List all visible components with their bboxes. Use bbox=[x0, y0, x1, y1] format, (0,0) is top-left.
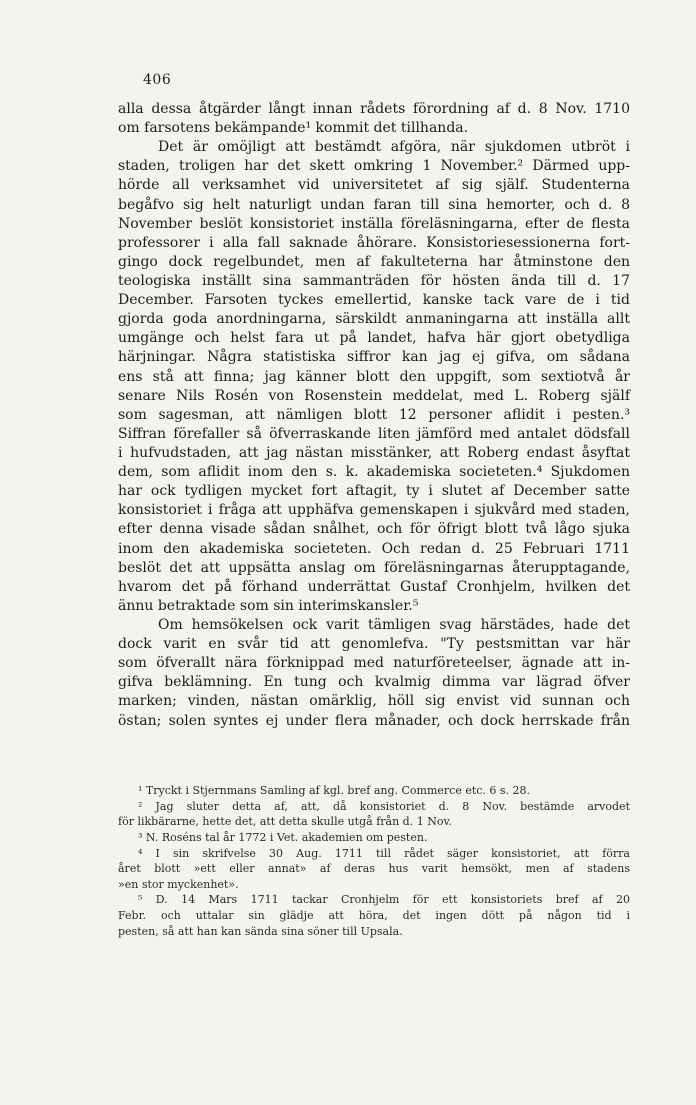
body-line: professorer i alla fall saknade åhörare. Konsistoriesessionerna fort- bbox=[118, 234, 630, 251]
body-line: marken; vinden, nästan omärklig, höll sig envist vid sunnan och bbox=[118, 693, 630, 710]
body-line: senare Nils Rosén von Rosenstein meddelat, med L. Roberg själf bbox=[118, 387, 630, 404]
footnote-line: pesten, så att han kan sända sina söner till Upsala. bbox=[118, 924, 403, 938]
body-line: konsistoriet i fråga att upphäfva gemenskapen i sjukvård med staden, bbox=[118, 502, 630, 519]
body-line: som sagesman, att nämligen blott 12 personer aflidit i pesten.³ bbox=[118, 406, 630, 423]
page-number: 406 bbox=[143, 72, 172, 88]
body-line: som öfverallt nära förknippad med naturföreteelser, ägnade att in- bbox=[118, 655, 630, 672]
body-line: ännu betraktade som sin interimskansler.⁵ bbox=[118, 597, 419, 614]
footnote-line: Febr. och uttalar sin glädje att höra, det ingen dött på någon tid i bbox=[118, 909, 630, 923]
body-line: gifva beklämning. En tung och kvalmig dimma var lägrad öfver bbox=[118, 674, 630, 691]
body-line: begåfvo sig helt naturligt undan faran till sina hemorter, och d. 8 bbox=[118, 196, 630, 213]
body-line: östan; solen syntes ej under flera månader, och dock herrskade från bbox=[118, 712, 630, 729]
body-line: November beslöt konsistoriet inställa föreläsningarna, efter de flesta bbox=[118, 215, 630, 232]
body-line: beslöt det att uppsätta anslag om föreläsningarnas återupptagande, bbox=[118, 559, 630, 576]
body-line: efter denna visade sådan snålhet, och för öfrigt blott två lågo sjuka bbox=[118, 521, 630, 538]
body-text bbox=[118, 100, 630, 731]
footnote-line: ³ N. Roséns tal år 1772 i Vet. akademien om pesten. bbox=[138, 830, 428, 844]
body-line: om farsotens bekämpande¹ kommit det tillhanda. bbox=[118, 120, 469, 137]
footnote-line: ⁵ D. 14 Mars 1711 tackar Cronhjelm för ett konsistoriets bref af 20 bbox=[138, 893, 630, 907]
body-line: staden, troligen har det skett omkring 1 November.² Därmed upp- bbox=[118, 158, 630, 175]
footnote-line: för likbärarne, hette det, att detta skulle utgå från d. 1 Nov. bbox=[118, 815, 452, 829]
footnote-line: »en stor myckenhet». bbox=[118, 877, 239, 891]
body-line: teologiska inställt sina sammanträden för hösten ända till d. 17 bbox=[118, 272, 630, 289]
body-line: dem, som aflidit inom den s. k. akademiska societeten.⁴ Sjukdomen bbox=[118, 464, 630, 481]
body-line: hvarom det på förhand underrättat Gustaf Cronhjelm, hvilken det bbox=[118, 578, 630, 595]
footnote-line: året blott »ett eller annat» af deras hus varit hemsökt, men af stadens bbox=[118, 862, 630, 876]
body-line: ens stå att finna; jag känner blott den uppgift, som sextiotvå år bbox=[118, 368, 630, 385]
body-line: alla dessa åtgärder långt innan rådets förordning af d. 8 Nov. 1710 bbox=[118, 101, 630, 117]
footnote-line: ⁴ I sin skrifvelse 30 Aug. 1711 till rådet säger konsistoriet, att förra bbox=[138, 846, 630, 860]
body-line: i hufvudstaden, att jag nästan misstänker, att Roberg endast åsyftat bbox=[118, 444, 630, 461]
footnotes bbox=[118, 783, 630, 939]
body-line: inom den akademiska societeten. Och redan d. 25 Februari 1711 bbox=[118, 540, 630, 557]
body-line: härjningar. Några statistiska siffror kan jag ej gifva, om sådana bbox=[118, 349, 630, 366]
body-line: dock varit en svår tid att genomlefva. "Ty pestsmittan var här bbox=[118, 636, 630, 653]
body-line: hörde all verksamhet vid universitetet af sig själf. Studenterna bbox=[118, 177, 630, 194]
body-line: December. Farsoten tyckes emellertid, kanske tack vare de i tid bbox=[118, 292, 630, 309]
footnote-line: ² Jag sluter detta af, att, då konsistoriet d. 8 Nov. bestämde arvodet bbox=[138, 799, 630, 813]
footnote-line: ¹ Tryckt i Stjernmans Samling af kgl. bref ang. Commerce etc. 6 s. 28. bbox=[138, 784, 531, 797]
body-line: gjorda goda anordningarna, särskildt anmaningarna att inställa allt bbox=[118, 311, 630, 328]
body-line: gingo dock regelbundet, men af fakulteterna har åtminstone den bbox=[118, 253, 630, 270]
body-line: umgänge och helst fara ut på landet, hafva här gjort obetydliga bbox=[118, 330, 630, 347]
body-line: Siffran förefaller så öfverraskande liten jämförd med antalet dödsfall bbox=[118, 425, 630, 442]
body-line: Om hemsökelsen ock varit tämligen svag härstädes, hade det bbox=[158, 616, 630, 633]
body-line: har ock tydligen mycket fort aftagit, ty i slutet af December satte bbox=[118, 483, 630, 500]
body-line: Det är omöjligt att bestämdt afgöra, när sjukdomen utbröt i bbox=[158, 139, 630, 156]
